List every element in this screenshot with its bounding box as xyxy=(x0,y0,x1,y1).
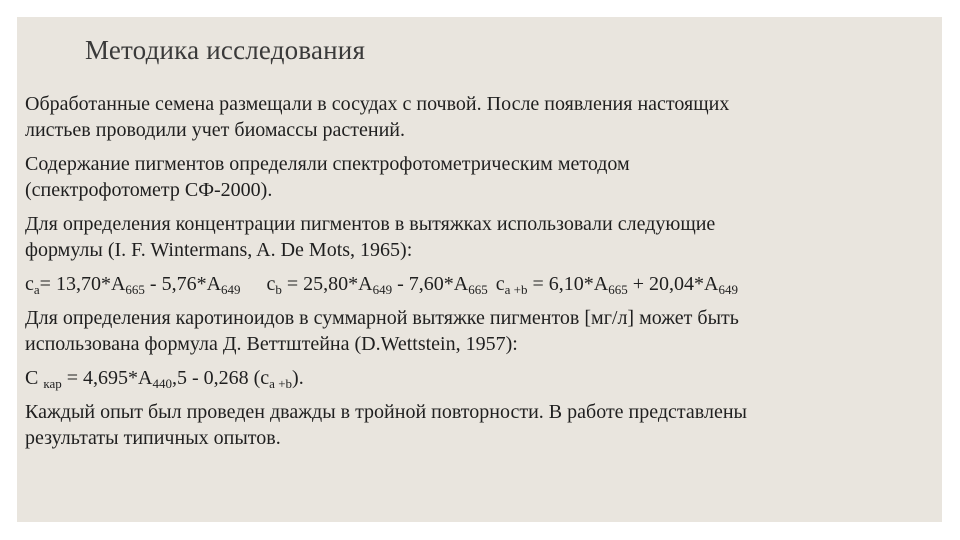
formula-subscript: 649 xyxy=(221,282,241,297)
formula-text: C xyxy=(25,367,44,389)
formula-subscript: кар xyxy=(43,376,62,391)
formula-subscript: a +b xyxy=(269,376,293,391)
slide xyxy=(17,17,942,522)
formula-subscript: b xyxy=(275,282,282,297)
text-line: результаты типичных опытов. xyxy=(25,427,281,449)
text-line: использована формула Д. Веттштейна (D.Wettstein, 1957): xyxy=(25,333,518,355)
formula-text: - 5,76*A xyxy=(144,273,222,295)
formula-text: = 25,80*A xyxy=(281,273,373,295)
slide-title: Методика исследования xyxy=(85,35,366,65)
formula-subscript: 665 xyxy=(608,282,628,297)
formula-ca xyxy=(25,273,241,295)
formula-text: - 7,60*A xyxy=(392,273,469,295)
formula-cab xyxy=(496,273,738,295)
formula-subscript: 665 xyxy=(468,282,488,297)
formula-subscript: a xyxy=(33,282,40,297)
formula-text: = 4,695*A xyxy=(61,367,153,389)
formula-text: c xyxy=(495,273,505,295)
slide-body xyxy=(25,91,930,459)
text-line: Каждый опыт был проведен дважды в тройной повторности. В работе представлены xyxy=(25,401,747,423)
text-line: Для определения каротиноидов в суммарной вытяжке пигментов [мг/л] может быть xyxy=(25,307,739,329)
formula-text: c xyxy=(266,273,276,295)
formula-text: c xyxy=(25,273,34,295)
formula-subscript: 440 xyxy=(152,376,172,391)
text-line: листьев проводили учет биомассы растений. xyxy=(25,119,405,141)
formula-carotenoids xyxy=(25,365,930,391)
paragraph-pigments-method xyxy=(25,151,930,203)
formula-subscript: 665 xyxy=(125,282,145,297)
formula-subscript: a +b xyxy=(504,282,528,297)
text-line: (спектрофотометр СФ-2000). xyxy=(25,179,273,201)
text-line: формулы (I. F. Wintermans, A. De Mots, 1965): xyxy=(25,239,413,261)
formula-text: ). xyxy=(292,367,304,389)
formula-text: ,5 - 0,268 (c xyxy=(171,367,270,389)
formula-text: = 13,70*A xyxy=(39,273,126,295)
text-line: Содержание пигментов определяли спектрофотометрическим методом xyxy=(25,153,630,175)
text-line: Обработанные семена размещали в сосудах с почвой. После появления настоящих xyxy=(25,93,730,115)
formula-text: + 20,04*A xyxy=(627,273,719,295)
paragraph-formulas-intro xyxy=(25,211,930,263)
chlorophyll-formulas xyxy=(25,271,930,297)
formula-cb xyxy=(267,273,488,295)
formula-subscript: 649 xyxy=(718,282,738,297)
text-line: Для определения концентрации пигментов в вытяжках использовали следующие xyxy=(25,213,716,235)
paragraph-carotenoids-intro xyxy=(25,305,930,357)
formula-subscript: 649 xyxy=(372,282,393,297)
paragraph-repetitions xyxy=(25,399,930,451)
paragraph-planting xyxy=(25,91,930,143)
formula-text: = 6,10*A xyxy=(527,273,609,295)
